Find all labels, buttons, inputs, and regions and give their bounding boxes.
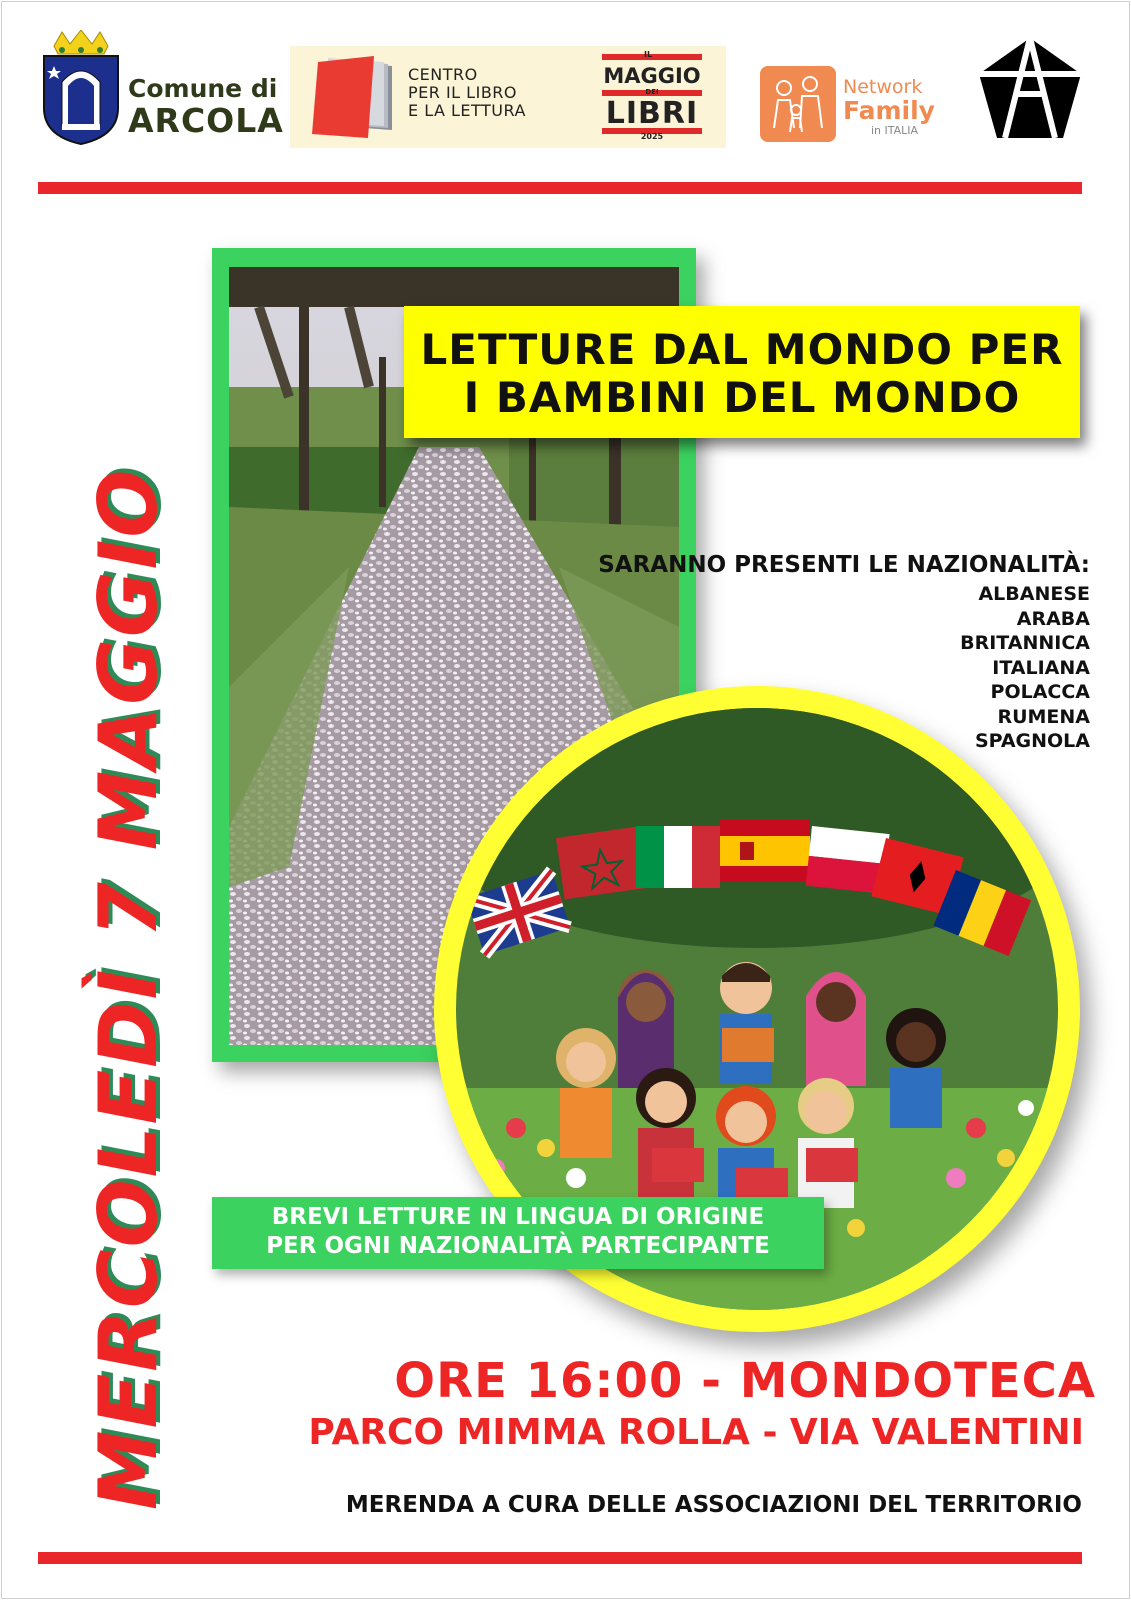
cepell-maggio-logo — [290, 46, 726, 148]
event-note: MERENDA A CURA DELLE ASSOCIAZIONI DEL TERRITORIO — [345, 1492, 1082, 1518]
nationality-item: SPAGNOLA — [974, 730, 1090, 752]
network-family-line2: Family — [843, 96, 935, 125]
bottom-red-line — [38, 1552, 1082, 1564]
nationalities-heading: SARANNO PRESENTI LE NAZIONALITÀ: — [598, 552, 1090, 578]
maggio-year: 2025 — [640, 132, 664, 141]
cepell-line: E LA LETTURA — [408, 101, 526, 120]
book-icon — [310, 54, 400, 142]
comune-line1: Comune di — [128, 74, 278, 103]
pentagon-logo-icon — [975, 34, 1085, 142]
event-address: PARCO MIMMA ROLLA - VIA VALENTINI — [308, 1412, 1084, 1453]
maggio-line1: MAGGIO — [603, 64, 701, 88]
vertical-date: MERCOLEDÌ 7 MAGGIO — [82, 467, 175, 1510]
maggio-il: IL — [644, 50, 653, 59]
arcola-crest-icon — [40, 30, 122, 146]
nationality-item: RUMENA — [997, 705, 1090, 728]
event-time-place: ORE 16:00 - MONDOTECA — [394, 1353, 1096, 1409]
network-family-line1: Network — [843, 76, 923, 98]
nationality-item: ITALIANA — [992, 656, 1090, 679]
network-family-label — [843, 76, 935, 137]
title-line2: I BAMBINI DEL MONDO — [463, 373, 1021, 422]
maggio-dei: DEI — [645, 88, 659, 96]
comune-line2: ARCOLA — [128, 100, 284, 140]
readings-banner — [212, 1197, 824, 1269]
nationality-item: BRITANNICA — [960, 632, 1090, 654]
cepell-line: CENTRO — [408, 65, 478, 84]
readings-banner-text — [220, 1203, 816, 1261]
comune-arcola-label — [128, 75, 284, 139]
top-red-line — [38, 182, 1082, 194]
event-title — [404, 326, 1080, 422]
readings-line1: BREVI LETTURE IN LINGUA DI ORIGINE — [271, 1204, 765, 1230]
maggio-dei-libri-logo — [602, 50, 702, 144]
cepell-text — [408, 66, 526, 120]
title-banner — [404, 306, 1080, 438]
title-line1: LETTURE DAL MONDO PER — [420, 325, 1064, 374]
cepell-line: PER IL LIBRO — [408, 83, 517, 102]
maggio-line2: LIBRI — [605, 96, 699, 131]
nationality-item: ARABA — [1016, 607, 1090, 630]
readings-line2: PER OGNI NAZIONALITÀ PARTECIPANTE — [266, 1233, 770, 1259]
network-family-line3: in ITALIA — [871, 124, 919, 137]
family-icon — [760, 66, 836, 142]
nationality-item: POLACCA — [990, 681, 1090, 703]
nationality-item: ALBANESE — [978, 583, 1090, 605]
